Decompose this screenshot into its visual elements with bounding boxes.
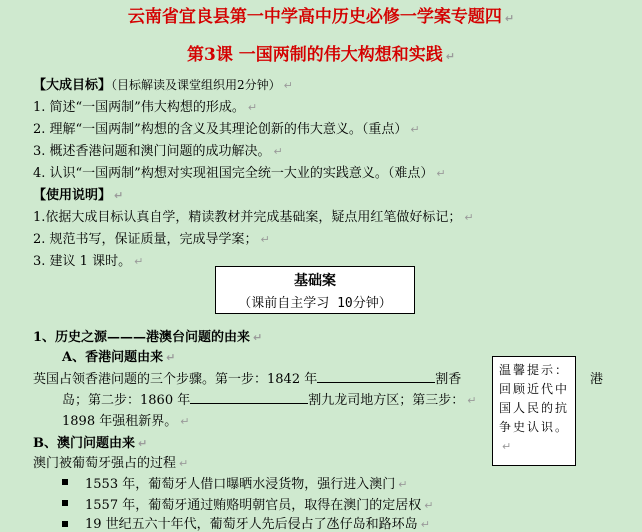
goal-item: 1. 简述“一国两制”伟大构想的形成。 ↵ [33, 100, 258, 115]
goal-item: 3. 概述香港问题和澳门问题的成功解决。 ↵ [33, 144, 283, 159]
box-subtitle: （课前自主学习 10分钟） [238, 296, 392, 311]
tip-box: 温馨提示：回顾近代中国人民的抗争史认识。↵ [492, 356, 576, 466]
macau-intro: 澳门被葡萄牙强占的过程 ↵ [33, 456, 189, 471]
goal-item: 4. 认识“一国两制”构想对实现祖国完全统一大业的实践意义。（难点） ↵ [33, 166, 446, 181]
usage-item: 3. 建议 1 课时。 ↵ [33, 254, 144, 269]
usage-item: 1.依据大成目标认真自学，精读教材并完成基础案，疑点用红笔做好标记； ↵ [33, 210, 474, 225]
hk-line-3: 1898 年强租新界。 ↵ [62, 414, 190, 429]
subsection-heading: B、澳门问题由来 ↵ [33, 436, 148, 451]
answer-blank[interactable] [317, 370, 435, 383]
goals-note: （目标解读及课堂组织用2分钟） [111, 78, 281, 92]
side-char: 港 [590, 372, 604, 387]
answer-blank[interactable] [190, 391, 308, 404]
bullet-icon [62, 479, 68, 485]
usage-heading: 【使用说明】 ↵ [33, 188, 124, 203]
hk-line-1: 英国占领香港问题的三个步骤。第一步：1842 年 割香 [33, 372, 462, 387]
subsection-heading: A、香港问题由来 ↵ [62, 350, 176, 365]
foundation-box [215, 266, 415, 314]
goals-heading-line: 【大成目标】（目标解读及课堂组织用2分钟） ↵ [33, 78, 293, 93]
goal-item: 2. 理解“一国两制”构想的含义及其理论创新的伟大意义。（重点） ↵ [33, 122, 420, 137]
list-item: 19 世纪五六十年代，葡萄牙人先后侵占了氹仔岛和路环岛 ↵ [85, 517, 430, 532]
bullet-icon [62, 500, 68, 506]
lesson-title: 第3课 一国两制的伟大构想和实践 ↵ [187, 45, 455, 65]
hk-line-2: 岛；第二步：1860 年 割九龙司地方区；第三步： ↵ [62, 393, 477, 408]
list-item: 1557 年，葡萄牙通过贿赂明朝官员，取得在澳门的定居权 ↵ [85, 498, 434, 513]
usage-item: 2. 规范书写，保证质量，完成导学案； ↵ [33, 232, 270, 247]
bullet-icon [62, 521, 68, 527]
document-title: 云南省宜良县第一中学高中历史必修一学案专题四 ↵ [127, 7, 515, 27]
box-title: 基础案 [294, 273, 336, 289]
goals-heading: 【大成目标】 [33, 78, 112, 93]
section-heading: 1、历史之源———港澳台问题的由来 ↵ [33, 330, 263, 345]
list-item: 1553 年，葡萄牙人借口曝晒水浸货物，强行进入澳门 ↵ [85, 477, 408, 492]
